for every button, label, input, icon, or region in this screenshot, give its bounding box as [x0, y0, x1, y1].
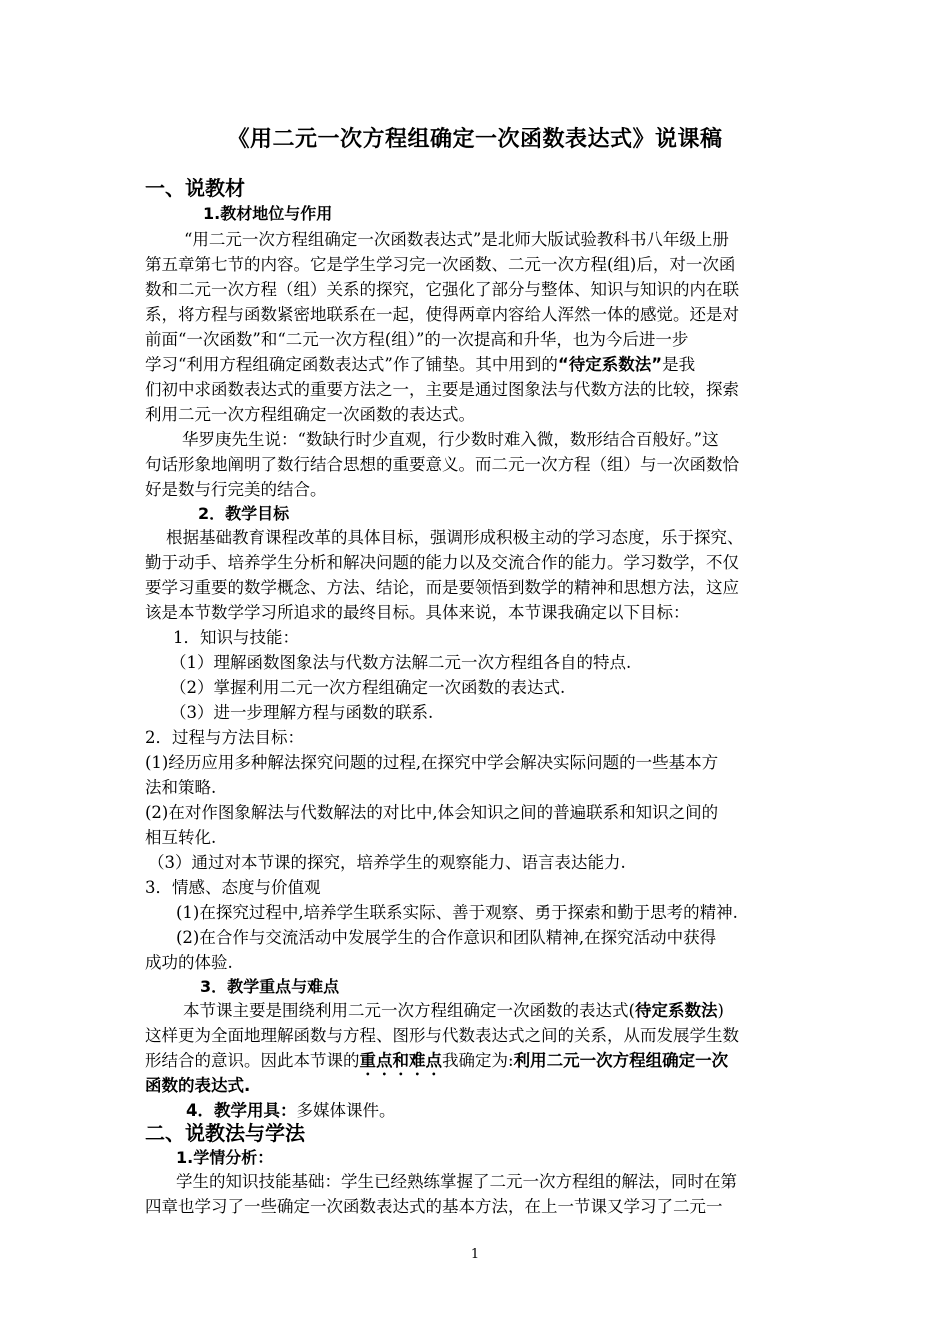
goal-item: 法和策略. — [145, 778, 217, 797]
paragraph-text: 多媒体课件。 — [296, 1101, 396, 1120]
paragraph-line: 们初中求函数表达式的重要方法之一，主要是通过图象法与代数方法的比较，探索 — [145, 380, 739, 399]
paragraph-line: 第五章第七节的内容。它是学生学习完一次函数、二元一次方程(组)后，对一次函 — [145, 255, 736, 274]
paragraph-line: 好是数与行完美的结合。 — [145, 480, 327, 499]
paragraph-line: 华罗庚先生说：“数缺行时少直观，行少数时难入微，数形结合百般好。”这 — [182, 430, 719, 449]
goal-heading: 3．情感、态度与价值观 — [145, 878, 321, 897]
goal-item: (1)经历应用多种解法探究问题的过程,在探究中学会解决实际问题的一些基本方 — [145, 753, 719, 772]
paragraph-line: “用二元一次方程组确定一次函数表达式”是北师大版试验教科书八年级上册 — [184, 230, 729, 249]
paragraph-line: 数和二元一次方程（组）关系的探究，它强化了部分与整体、知识与知识的内在联 — [145, 280, 739, 299]
paragraph-line: 学生的知识技能基础：学生已经熟练掌握了二元一次方程组的解法，同时在第 — [176, 1172, 737, 1191]
paragraph-line: 句话形象地阐明了数行结合思想的重要意义。而二元一次方程（组）与一次函数恰 — [145, 455, 739, 474]
paragraph-line: 勤于动手、培养学生分析和解决问题的能力以及交流合作的能力。学习数学，不仅 — [145, 553, 739, 572]
section-heading-2: 二、说教法与学法 — [145, 1121, 305, 1145]
goal-item: (2)在合作与交流活动中发展学生的合作意识和团队精神,在探究活动中获得 — [176, 928, 717, 947]
emphasis-term: 重点和难点 — [359, 1051, 442, 1070]
paragraph-text: 本节课主要是围绕利用二元一次方程组确定一次函数的表达式( — [183, 1001, 635, 1020]
subheading-1-3: 3．教学重点与难点 — [200, 977, 340, 996]
section-heading-1: 一、说教材 — [145, 176, 245, 200]
paragraph-line: 该是本节数学学习所追求的最终目标。具体来说，本节课我确定以下目标： — [145, 603, 690, 622]
goal-heading: 1．知识与技能： — [173, 628, 299, 647]
paragraph-text: 学习“利用方程组确定函数表达式”作了铺垫。其中用到的 — [145, 355, 558, 374]
bold-term: “待定系数法” — [557, 355, 663, 374]
paragraph-line: 前面“一次函数”和“二元一次方程(组）”的一次提高和升华，也为今后进一步 — [145, 330, 689, 349]
page-title: 《用二元一次方程组确定一次函数表达式》说课稿 — [227, 127, 723, 152]
paragraph-line: 利用二元一次方程组确定一次函数的表达式。 — [145, 405, 475, 424]
page-number: 1 — [470, 1247, 480, 1262]
subheading-label: 4．教学用具： — [186, 1101, 297, 1120]
paragraph-line: 系，将方程与函数紧密地联系在一起，使得两章内容给人浑然一体的感觉。还是对 — [145, 305, 739, 324]
subheading-2-1: 1.学情分析： — [176, 1148, 274, 1167]
subheading-1-2: 2．教学目标 — [198, 504, 290, 523]
goal-item: （1）理解函数图象法与代数方法解二元一次方程组各自的特点. — [170, 653, 632, 672]
paragraph-text: ) — [717, 1001, 724, 1020]
goal-item: （2）掌握利用二元一次方程组确定一次函数的表达式. — [170, 678, 566, 697]
paragraph-line: 函数的表达式. — [145, 1076, 251, 1095]
goal-item: 成功的体验. — [145, 953, 233, 972]
paragraph-line — [145, 353, 695, 377]
goal-item: （3）通过对本节课的探究，培养学生的观察能力、语言表达能力. — [148, 853, 626, 872]
goal-item: (1)在探究过程中,培养学生联系实际、善于观察、勇于探索和勤于思考的精神. — [176, 903, 738, 922]
paragraph-text: 我确定为: — [442, 1051, 514, 1070]
subheading-1-1: 1.教材地位与作用 — [203, 204, 333, 223]
goal-item: (2)在对作图象解法与代数解法的对比中,体会知识之间的普遍联系和知识之间的 — [145, 803, 719, 822]
goal-item: （3）进一步理解方程与函数的联系. — [170, 703, 434, 722]
paragraph-line: 四章也学习了一些确定一次函数表达式的基本方法，在上一节课又学习了二元一 — [145, 1197, 723, 1216]
goal-item: 相互转化. — [145, 828, 217, 847]
paragraph-text: 形结合的意识。因此本节课的 — [145, 1051, 360, 1070]
paragraph-line: 根据基础教育课程改革的具体目标，强调形成积极主动的学习态度，乐于探究、 — [166, 528, 744, 547]
goal-heading: 2．过程与方法目标： — [145, 728, 304, 747]
paragraph-line: 这样更为全面地理解函数与方程、图形与代数表达式之间的关系，从而发展学生数 — [145, 1026, 739, 1045]
paragraph-text: 是我 — [662, 355, 696, 374]
subheading-1-4 — [186, 1099, 395, 1123]
bold-term: 利用二元一次方程组确定一次 — [513, 1051, 729, 1070]
paragraph-line: 要学习重要的数学概念、方法、结论，而是要领悟到数学的精神和思想方法，这应 — [145, 578, 739, 597]
bold-term: 待定系数法 — [634, 1001, 718, 1020]
paragraph-line — [183, 999, 724, 1023]
